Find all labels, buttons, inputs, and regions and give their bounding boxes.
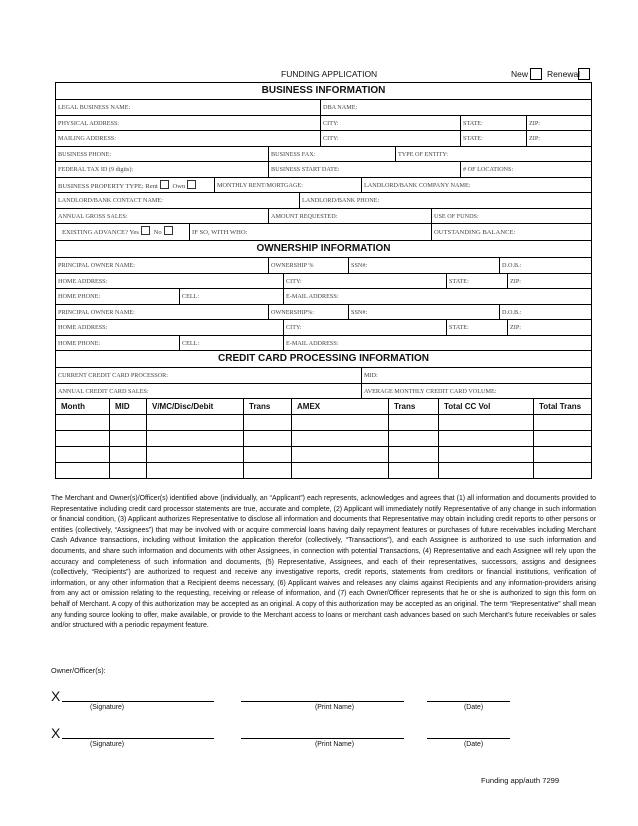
table-row [56, 431, 591, 447]
owner2-ssn-field[interactable]: SSN#: [348, 305, 499, 320]
landlord-phone-field[interactable]: LANDLORD/BANK PHONE: [299, 193, 591, 208]
table-cell[interactable] [146, 447, 243, 462]
annual-gross-sales-field[interactable]: ANNUAL GROSS SALES: [58, 212, 128, 220]
owner-officer-label: Owner/Officer(s): [51, 666, 106, 675]
owner1-home-phone-field[interactable]: HOME PHONE: [58, 293, 101, 300]
table-cell[interactable] [438, 431, 533, 446]
table-cell[interactable] [146, 463, 243, 478]
table-cell[interactable] [533, 415, 591, 430]
row-federal-tax [56, 162, 591, 178]
owner1-zip-field[interactable]: ZIP: [507, 274, 591, 289]
form-title: FUNDING APPLICATION [281, 69, 378, 79]
table-cell[interactable] [56, 463, 109, 478]
row-owner2-name [56, 305, 591, 321]
mailing-zip-field[interactable]: ZIP: [526, 131, 591, 146]
landlord-company-field[interactable]: LANDLORD/BANK COMPANY NAME: [361, 178, 591, 193]
row-owner1-phone [56, 289, 591, 305]
owner1-cell-field[interactable]: CELL: [179, 289, 283, 304]
physical-zip-field[interactable]: ZIP: [526, 116, 591, 131]
col-amex: AMEX [291, 399, 388, 414]
table-cell[interactable] [291, 415, 388, 430]
owner2-email-field[interactable]: E-MAIL ADDRESS: [283, 336, 591, 351]
cc-table-header [56, 399, 591, 415]
table-row [56, 447, 591, 463]
footer-id: Funding app/auth 7299 [481, 776, 560, 785]
owner2-zip-field[interactable]: ZIP: [507, 320, 591, 335]
cc-table-body [56, 415, 591, 479]
owner2-name-field[interactable]: PRINCIPAL OWNER NAME: [58, 308, 135, 316]
table-cell[interactable] [243, 463, 291, 478]
renewal-checkbox[interactable] [578, 68, 590, 80]
mailing-address-field[interactable]: MAILING ADDRESS: [58, 135, 116, 142]
own-label: Own [172, 182, 186, 190]
row-physical-address [56, 116, 591, 132]
owner1-state-field[interactable]: STATE: [446, 274, 507, 289]
owner1-dob-field[interactable]: D.O.B.: [499, 258, 591, 273]
annual-cc-sales-field[interactable]: ANNUAL CREDIT CARD SALES: [58, 387, 149, 395]
row-owner2-phone [56, 336, 591, 352]
physical-city-field[interactable]: CITY: [320, 116, 460, 131]
form-header [0, 66, 638, 82]
use-of-funds-field[interactable]: USE OF FUNDS: [431, 209, 591, 224]
owner1-ssn-field[interactable]: SSN#: [348, 258, 499, 273]
locations-field[interactable]: # OF LOCATIONS: [460, 162, 591, 177]
row-business-phone [56, 147, 591, 163]
federal-tax-id-field[interactable]: FEDERAL TAX ID (9 digits): [58, 166, 134, 173]
col-mid: MID [109, 399, 146, 414]
rent-checkbox[interactable] [160, 180, 169, 189]
signature-label: (Signature) [90, 741, 125, 748]
owner1-email-field[interactable]: E-MAIL ADDRESS: [283, 289, 591, 304]
row-existing-advance [56, 224, 591, 241]
table-cell[interactable] [109, 447, 146, 462]
avg-monthly-volume-field[interactable]: AVERAGE MONTHLY CREDIT CARD VOLUME: [361, 384, 591, 399]
new-checkbox[interactable] [530, 68, 542, 80]
row-landlord-contact [56, 193, 591, 209]
table-cell[interactable] [56, 447, 109, 462]
application-form [55, 82, 592, 479]
section-ownership: OWNERSHIP INFORMATION [56, 241, 591, 258]
table-cell[interactable] [56, 431, 109, 446]
table-cell[interactable] [291, 463, 388, 478]
col-vmc: V/MC/Disc/Debit [146, 399, 243, 414]
property-type-label: BUSINESS PROPERTY TYPE: [58, 182, 144, 190]
section-credit: CREDIT CARD PROCESSING INFORMATION [56, 351, 591, 368]
table-cell[interactable] [388, 431, 438, 446]
table-cell[interactable] [243, 415, 291, 430]
table-cell[interactable] [291, 447, 388, 462]
table-cell[interactable] [56, 415, 109, 430]
monthly-rent-field[interactable]: MONTHLY RENT/MORTGAGE: [214, 178, 361, 193]
table-cell[interactable] [388, 415, 438, 430]
date-label: (Date) [464, 704, 484, 711]
row-property-type [56, 178, 591, 194]
table-cell[interactable] [533, 447, 591, 462]
table-cell[interactable] [438, 415, 533, 430]
dba-field[interactable]: DBA NAME: [320, 100, 591, 115]
row-legal-name [56, 100, 591, 116]
physical-address-field[interactable]: PHYSICAL ADDRESS: [58, 119, 120, 127]
landlord-contact-field[interactable]: LANDLORD/BANK CONTACT NAME: [58, 197, 163, 204]
row-annual-cc-sales [56, 384, 591, 400]
owner2-city-field[interactable]: CITY: [283, 320, 446, 335]
business-phone-field[interactable]: BUSINESS PHONE: [58, 150, 112, 158]
table-cell[interactable] [438, 447, 533, 462]
rent-label: Rent [145, 182, 158, 190]
section-business: BUSINESS INFORMATION [56, 83, 591, 100]
table-cell[interactable] [109, 415, 146, 430]
processor-mid-field[interactable]: MID: [361, 368, 591, 383]
own-checkbox[interactable] [187, 180, 196, 189]
table-cell[interactable] [243, 447, 291, 462]
row-annual-gross [56, 209, 591, 225]
owner2-state-field[interactable]: STATE: [446, 320, 507, 335]
date-line-1[interactable] [427, 701, 510, 702]
row-mailing-address [56, 131, 591, 147]
existing-advance-label: EXISTING ADVANCE? [62, 229, 128, 236]
owner2-home-phone-field[interactable]: HOME PHONE: [58, 339, 101, 347]
col-total-cc-vol: Total CC Vol [438, 399, 533, 414]
row-owner2-address [56, 320, 591, 336]
property-type-field [56, 178, 214, 193]
outstanding-balance-field[interactable]: OUTSTANDING BALANCE: [431, 224, 591, 240]
existing-advance-field [56, 224, 189, 240]
table-cell[interactable] [146, 415, 243, 430]
col-amex-trans: Trans [388, 399, 438, 414]
current-processor-field[interactable]: CURRENT CREDIT CARD PROCESSOR: [58, 372, 168, 379]
date-label: (Date) [464, 741, 484, 748]
owner2-ownership-field[interactable]: OWNERSHIP%: [268, 305, 348, 320]
table-cell[interactable] [533, 431, 591, 446]
yes-label: Yes [129, 229, 140, 236]
table-cell[interactable] [533, 463, 591, 478]
print-name-line-2[interactable] [241, 738, 404, 739]
business-start-date-field[interactable]: BUSINESS START DATE: [268, 162, 460, 177]
authorization-text: The Merchant and Owner(s)/Officer(s) identified above (individually, an “Applicant”) each represents, acknowledges and agrees that (1) all information and documents provided to Representative including credit card processor statements are true, accurate and complete, (2) Applicant will immediately notify Representative of any change in such information or financial condition, (3) Applicant authorizes Representative to disclose all information and documents that Representative may obtain including credit reports to other persons or entities (collectively, “Assignees”) that may be involved with or acquire commercial loans having daily repayment features or purchases of future receivables including Merchant Cash Advance transactions, including without limitation the application therefor (collectively, “Transactions”), and each Assignee is authorized to use such information and documents, and share such information and documents with other Assignees, in connection with potential Transactions, (4) Representative and each Assignee will rely upon the accuracy and completeness of such information and documents, (5) Representative, Assignees, and each of their representatives, successors, assigns and designees (collectively, “Recipients”) are authorized to request and receive any investigative reports, credit reports, statements from creditors or financial institutions, verification of information, or any other information that a Recipient deems necessary, (6) Applicant waives and releases any claims against Recipients and any information-providers arising from any act or omission relating to the requesting, receiving or release of information, and (7) each Owner/Officer represents that he or she is authorized to sign this form on behalf of Merchant. A copy of this authorization may be accepted as an original. A copy of this authorization may be accepted as an original. The term “Representative” shall mean any funding source looking to offer, make available, or provide to the Merchant access to loans or merchant cash advances based on such Merchant’s future receivables or sales and/or structured with a periodic repayment feature. [51, 495, 596, 630]
legal-name-field[interactable]: LEGAL BUSINESS NAME: [58, 104, 131, 111]
yes-checkbox[interactable] [141, 226, 150, 235]
col-month: Month [61, 402, 85, 411]
signature-x-mark: X [51, 725, 61, 741]
owner1-name-field[interactable]: PRINCIPAL OWNER NAME: [58, 262, 135, 269]
table-cell[interactable] [243, 431, 291, 446]
col-total-trans: Total Trans [533, 399, 591, 414]
renewal-label: Renewal [547, 69, 581, 79]
business-fax-field[interactable]: BUSINESS FAX: [268, 147, 395, 162]
physical-state-field[interactable]: STATE: [460, 116, 526, 131]
row-owner1-name [56, 258, 591, 274]
owner2-cell-field[interactable]: CELL: [179, 336, 283, 351]
mailing-city-field[interactable]: CITY: [320, 131, 460, 146]
amount-requested-field[interactable]: AMOUNT REQUESTED: [268, 209, 431, 224]
table-cell[interactable] [438, 463, 533, 478]
new-label: New [511, 69, 529, 79]
no-checkbox[interactable] [164, 226, 173, 235]
signature-label: (Signature) [90, 704, 125, 711]
table-cell[interactable] [291, 431, 388, 446]
type-of-entity-field[interactable]: TYPE OF ENTITY: [395, 147, 591, 162]
print-name-label: (Print Name) [315, 741, 355, 748]
signature-line-2[interactable] [62, 738, 214, 739]
owner1-city-field[interactable]: CITY: [283, 274, 446, 289]
table-cell[interactable] [388, 463, 438, 478]
signature-x-mark: X [51, 688, 61, 704]
if-so-with-who-field[interactable]: IF SO, WITH WHO: [189, 224, 431, 240]
row-owner1-address [56, 274, 591, 290]
print-name-label: (Print Name) [315, 704, 355, 711]
table-cell[interactable] [388, 447, 438, 462]
col-trans: Trans [243, 399, 291, 414]
table-row [56, 463, 591, 479]
row-current-processor [56, 368, 591, 384]
mailing-state-field[interactable]: STATE: [460, 131, 526, 146]
table-cell[interactable] [146, 431, 243, 446]
owner1-ownership-field[interactable]: OWNERSHIP % [268, 258, 348, 273]
print-name-line-1[interactable] [241, 701, 404, 702]
owner2-home-address-field[interactable]: HOME ADDRESS: [58, 324, 108, 331]
table-cell[interactable] [109, 463, 146, 478]
signature-line-1[interactable] [62, 701, 214, 702]
table-cell[interactable] [109, 431, 146, 446]
date-line-2[interactable] [427, 738, 510, 739]
owner2-dob-field[interactable]: D.O.B.: [499, 305, 591, 320]
no-label: No [153, 229, 162, 236]
owner1-home-address-field[interactable]: HOME ADDRESS: [58, 277, 108, 285]
table-row [56, 415, 591, 431]
